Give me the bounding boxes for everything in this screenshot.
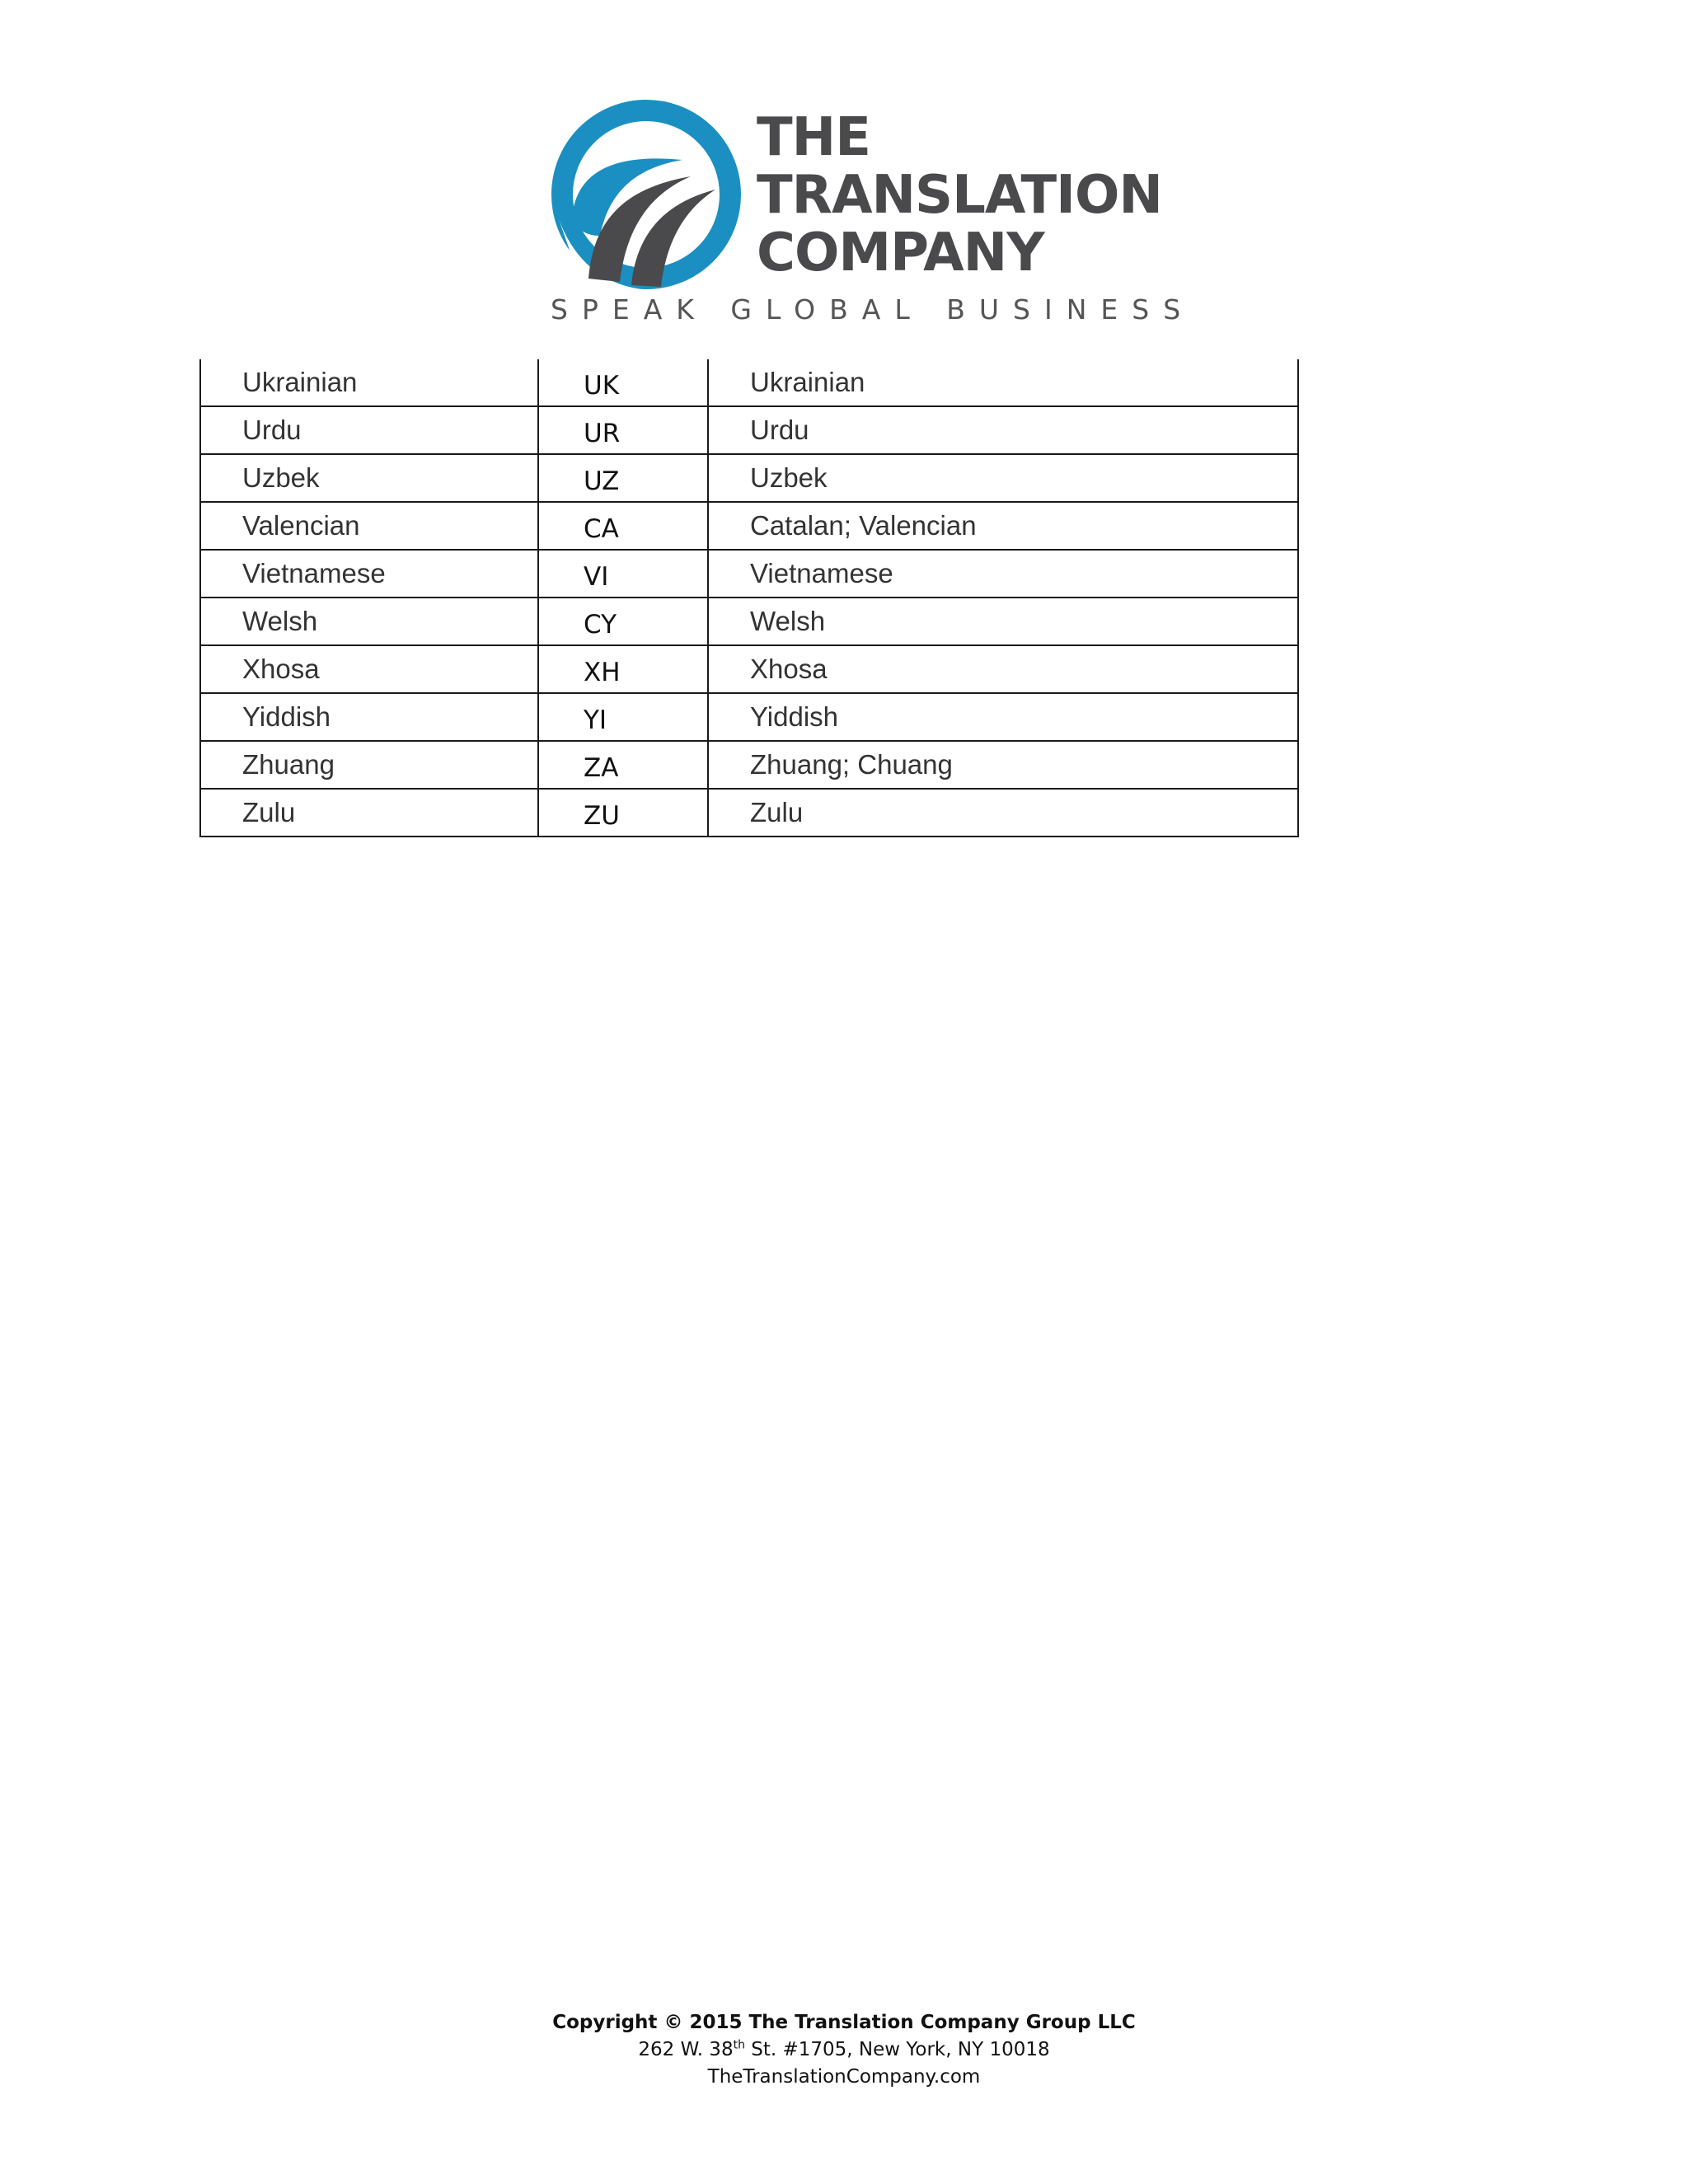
language-description-cell: Uzbek bbox=[708, 454, 1298, 502]
language-description-cell: Yiddish bbox=[708, 693, 1298, 741]
language-description-cell: Zulu bbox=[708, 789, 1298, 837]
logo-wordmark bbox=[757, 107, 1162, 284]
language-name-cell: Zulu bbox=[200, 789, 538, 837]
language-description-cell: Urdu bbox=[708, 406, 1298, 454]
logo-word-translation: TRANSLATION bbox=[757, 165, 1162, 226]
address-part: St. #1705, New York, NY 10018 bbox=[744, 2039, 1050, 2060]
company-address bbox=[0, 2036, 1688, 2064]
table-row bbox=[200, 502, 1298, 550]
table-row bbox=[200, 550, 1298, 598]
swoosh-globe-logo-icon bbox=[551, 96, 742, 293]
company-website-link[interactable]: TheTranslationCompany.com bbox=[707, 2066, 981, 2088]
address-part: 262 W. 38 bbox=[638, 2039, 734, 2060]
logo-word-company: COMPANY bbox=[757, 223, 1044, 284]
table-row bbox=[200, 454, 1298, 502]
language-name-cell: Valencian bbox=[200, 502, 538, 550]
language-code-cell: VI bbox=[538, 550, 708, 598]
language-name-cell: Zhuang bbox=[200, 741, 538, 789]
language-name-cell: Urdu bbox=[200, 406, 538, 454]
company-logo bbox=[551, 92, 1195, 340]
language-name-cell: Yiddish bbox=[200, 693, 538, 741]
language-description-cell: Zhuang; Chuang bbox=[708, 741, 1298, 789]
logo-tagline: SPEAK GLOBAL BUSINESS bbox=[551, 293, 1195, 326]
language-name-cell: Ukrainian bbox=[200, 359, 538, 406]
language-code-cell: CY bbox=[538, 598, 708, 645]
language-name-cell: Uzbek bbox=[200, 454, 538, 502]
language-description-cell: Welsh bbox=[708, 598, 1298, 645]
language-description-cell: Catalan; Valencian bbox=[708, 502, 1298, 550]
language-code-table bbox=[199, 359, 1299, 837]
language-code-cell: ZA bbox=[538, 741, 708, 789]
table-row bbox=[200, 645, 1298, 693]
language-code-cell: ZU bbox=[538, 789, 708, 837]
table-row bbox=[200, 598, 1298, 645]
language-code-cell: XH bbox=[538, 645, 708, 693]
language-code-cell: UZ bbox=[538, 454, 708, 502]
language-code-cell: UR bbox=[538, 406, 708, 454]
language-name-cell: Xhosa bbox=[200, 645, 538, 693]
logo-word-the: THE bbox=[757, 107, 870, 168]
table-row bbox=[200, 741, 1298, 789]
table-row bbox=[200, 406, 1298, 454]
language-description-cell: Vietnamese bbox=[708, 550, 1298, 598]
language-code-cell: CA bbox=[538, 502, 708, 550]
table-row bbox=[200, 359, 1298, 406]
table-row bbox=[200, 693, 1298, 741]
language-description-cell: Xhosa bbox=[708, 645, 1298, 693]
page-footer bbox=[0, 2009, 1688, 2091]
address-superscript: th bbox=[733, 2038, 745, 2052]
copyright-notice: Copyright © 2015 The Translation Company Group LLC bbox=[552, 2012, 1136, 2033]
language-name-cell: Welsh bbox=[200, 598, 538, 645]
table-row bbox=[200, 789, 1298, 837]
language-code-cell: UK bbox=[538, 359, 708, 406]
language-name-cell: Vietnamese bbox=[200, 550, 538, 598]
language-description-cell: Ukrainian bbox=[708, 359, 1298, 406]
language-code-cell: YI bbox=[538, 693, 708, 741]
